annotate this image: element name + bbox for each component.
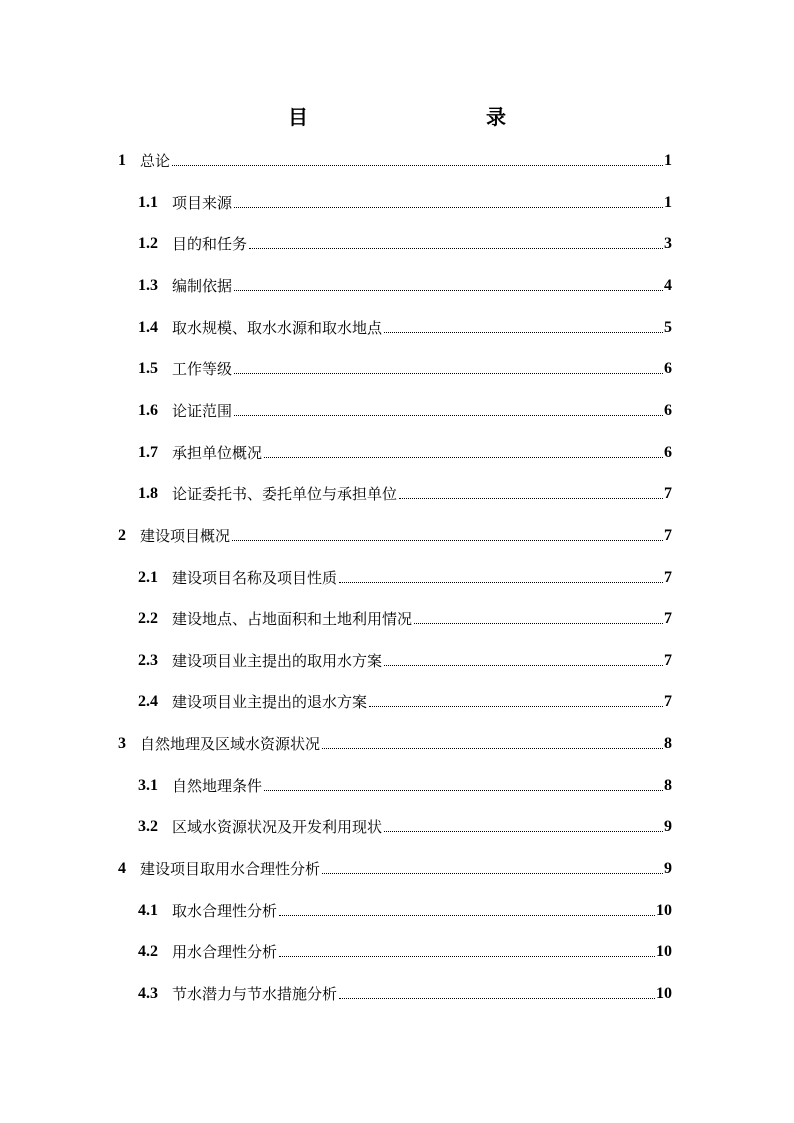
toc-page-number: 7 — [664, 485, 672, 502]
toc-page-number: 7 — [664, 527, 672, 544]
toc-entry-number: 4.3 — [138, 985, 158, 1002]
toc-dot-leader — [399, 497, 663, 499]
toc-page-number: 10 — [656, 902, 672, 919]
toc-entry-number: 3.1 — [138, 777, 158, 794]
toc-chapter-entry[interactable] — [118, 855, 672, 879]
toc-page-number: 6 — [664, 360, 672, 377]
toc-dot-leader — [234, 206, 663, 208]
toc-section-entry[interactable] — [138, 564, 672, 588]
toc-page-number: 10 — [656, 985, 672, 1002]
toc-page-number: 7 — [664, 569, 672, 586]
toc-entry-number: 2 — [118, 527, 126, 544]
toc-page-number: 7 — [664, 610, 672, 627]
toc-entry-number: 1.5 — [138, 360, 158, 377]
toc-entry-title: 建设项目业主提出的取用水方案 — [172, 652, 383, 670]
toc-entry-number: 2.3 — [138, 652, 158, 669]
toc-entry-number: 4.1 — [138, 902, 158, 919]
toc-page-number: 5 — [664, 319, 672, 336]
toc-section-entry[interactable] — [138, 189, 672, 213]
toc-entry-number: 1.2 — [138, 235, 158, 252]
toc-page-number: 10 — [656, 943, 672, 960]
toc-dot-leader — [322, 872, 663, 874]
toc-entry-number: 2.4 — [138, 693, 158, 710]
toc-page-number: 1 — [664, 194, 672, 211]
toc-entry-title: 建设项目取用水合理性分析 — [140, 860, 321, 878]
toc-section-entry[interactable] — [138, 938, 672, 962]
toc-title: 目 录 — [288, 105, 552, 129]
toc-dot-leader — [279, 955, 655, 957]
toc-section-entry[interactable] — [138, 480, 672, 504]
toc-section-entry[interactable] — [138, 355, 672, 379]
toc-entry-title: 取水合理性分析 — [172, 902, 278, 920]
toc-section-entry[interactable] — [138, 397, 672, 421]
toc-entry-title: 项目来源 — [172, 194, 233, 212]
toc-dot-leader — [234, 414, 663, 416]
toc-entry-number: 3.2 — [138, 818, 158, 835]
toc-entry-number: 2.2 — [138, 610, 158, 627]
toc-dot-leader — [384, 664, 663, 666]
toc-dot-leader — [264, 789, 663, 791]
toc-section-entry[interactable] — [138, 605, 672, 629]
toc-section-entry[interactable] — [138, 688, 672, 712]
toc-entry-title: 自然地理条件 — [172, 777, 263, 795]
toc-dot-leader — [234, 372, 663, 374]
toc-dot-leader — [322, 747, 663, 749]
toc-entry-number: 1.3 — [138, 277, 158, 294]
toc-dot-leader — [384, 830, 663, 832]
toc-dot-leader — [172, 164, 663, 166]
toc-section-entry[interactable] — [138, 772, 672, 796]
toc-entry-number: 4.2 — [138, 943, 158, 960]
toc-entry-title: 论证范围 — [172, 402, 233, 420]
toc-dot-leader — [414, 622, 663, 624]
toc-section-entry[interactable] — [138, 230, 672, 254]
toc-section-entry[interactable] — [138, 813, 672, 837]
toc-dot-leader — [339, 997, 655, 999]
toc-chapter-entry[interactable] — [118, 730, 672, 754]
toc-entry-title: 区域水资源状况及开发利用现状 — [172, 818, 383, 836]
toc-entry-title: 节水潜力与节水措施分析 — [172, 985, 338, 1003]
toc-entry-title: 承担单位概况 — [172, 444, 263, 462]
toc-page-number: 9 — [664, 860, 672, 877]
toc-entry-title: 目的和任务 — [172, 235, 248, 253]
toc-page-number: 9 — [664, 818, 672, 835]
toc-chapter-entry[interactable] — [118, 522, 672, 546]
toc-page-number: 8 — [664, 777, 672, 794]
toc-entry-number: 3 — [118, 735, 126, 752]
toc-dot-leader — [384, 331, 663, 333]
toc-entry-title: 总论 — [140, 152, 171, 170]
toc-section-entry[interactable] — [138, 439, 672, 463]
toc-page-number: 4 — [664, 277, 672, 294]
toc-dot-leader — [264, 456, 663, 458]
toc-section-entry[interactable] — [138, 647, 672, 671]
toc-section-entry[interactable] — [138, 897, 672, 921]
toc-entry-title: 编制依据 — [172, 277, 233, 295]
toc-entry-number: 1.1 — [138, 194, 158, 211]
toc-entry-title: 建设地点、占地面积和土地利用情况 — [172, 610, 413, 628]
toc-dot-leader — [249, 247, 663, 249]
toc-entry-number: 1 — [118, 152, 126, 169]
toc-entry-number: 1.8 — [138, 485, 158, 502]
toc-dot-leader — [234, 289, 663, 291]
toc-page-number: 6 — [664, 444, 672, 461]
toc-page-number: 7 — [664, 652, 672, 669]
toc-page-number: 7 — [664, 693, 672, 710]
toc-chapter-entry[interactable] — [118, 147, 672, 171]
toc-entry-title: 取水规模、取水水源和取水地点 — [172, 319, 383, 337]
toc-entry-number: 1.7 — [138, 444, 158, 461]
toc-section-entry[interactable] — [138, 314, 672, 338]
toc-entry-number: 1.4 — [138, 319, 158, 336]
toc-dot-leader — [232, 539, 663, 541]
toc-page-number: 6 — [664, 402, 672, 419]
toc-entry-number: 1.6 — [138, 402, 158, 419]
toc-entry-title: 建设项目名称及项目性质 — [172, 569, 338, 587]
toc-section-entry[interactable] — [138, 272, 672, 296]
toc-dot-leader — [279, 914, 655, 916]
toc-page-number: 1 — [664, 152, 672, 169]
toc-entry-title: 论证委托书、委托单位与承担单位 — [172, 485, 398, 503]
toc-page-number: 3 — [664, 235, 672, 252]
toc-dot-leader — [339, 581, 663, 583]
toc-entry-title: 工作等级 — [172, 360, 233, 378]
toc-entry-number: 4 — [118, 860, 126, 877]
toc-entry-title: 自然地理及区域水资源状况 — [140, 735, 321, 753]
toc-section-entry[interactable] — [138, 980, 672, 1004]
toc-entry-title: 建设项目业主提出的退水方案 — [172, 693, 368, 711]
toc-dot-leader — [369, 705, 663, 707]
toc-page-number: 8 — [664, 735, 672, 752]
toc-entry-number: 2.1 — [138, 569, 158, 586]
toc-entry-title: 建设项目概况 — [140, 527, 231, 545]
toc-entry-title: 用水合理性分析 — [172, 943, 278, 961]
